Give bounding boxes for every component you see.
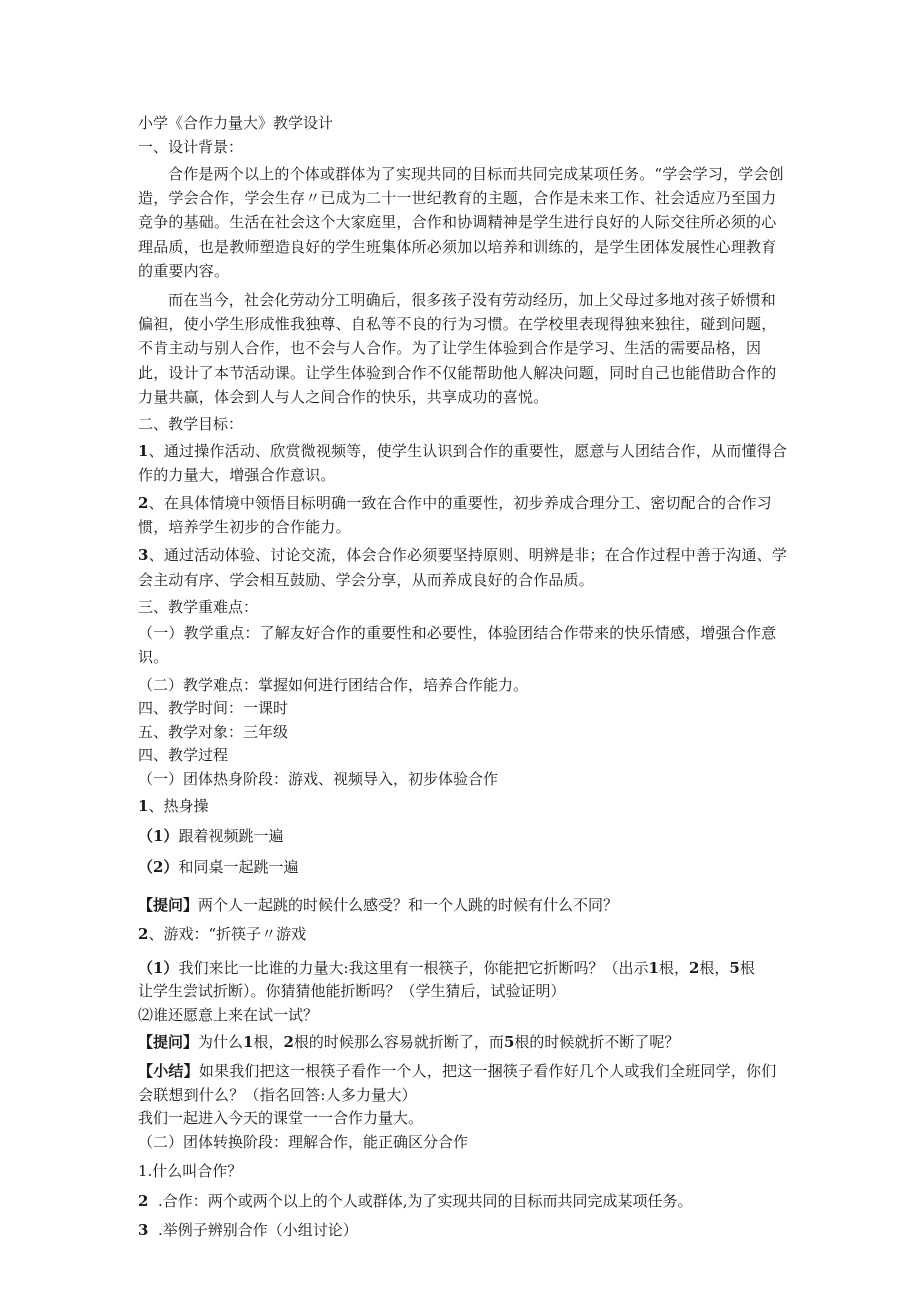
- goal-number: 1: [138, 441, 149, 460]
- summary-tag: 【小结】: [138, 1061, 199, 1080]
- step-number: （2）: [138, 858, 179, 877]
- goal-item-3: [138, 543, 788, 591]
- item-text: .举例子辨别合作（小组讨论）: [148, 1221, 358, 1240]
- count-number: 5: [729, 958, 740, 977]
- item-number: 3: [138, 1221, 149, 1240]
- count-number: 1: [648, 958, 659, 977]
- section-heading-key-points: 三、教学重难点：: [138, 597, 259, 616]
- count-number: 2: [283, 1033, 294, 1052]
- count-number: 2: [688, 958, 700, 977]
- goal-number: 2: [138, 493, 149, 512]
- lesson-intro: 我们一起进入今天的课堂一一合作力量大。: [138, 1109, 424, 1128]
- transition-item-1: 1.什么叫合作？: [138, 1162, 243, 1181]
- count-number: 1: [243, 1033, 254, 1052]
- item-text: .合作：两个或两个以上的个人或群体,为了实现共同的目标而共同完成某项任务。: [148, 1191, 693, 1210]
- section-heading-process: 四、教学过程: [138, 746, 229, 765]
- transition-item-2: [138, 1190, 788, 1214]
- key-point-focus: （一）教学重点：了解友好合作的重要性和必要性，体验团结合作带来的快乐情感，增强合作意识。: [138, 624, 777, 667]
- goal-number: 3: [138, 546, 149, 565]
- stage-1-heading: （一）团体热身阶段：游戏、视频导入，初步体验合作: [138, 769, 499, 788]
- step-text: 根，: [658, 958, 689, 977]
- transition-item-3: [138, 1219, 788, 1243]
- section-heading-background: 一、设计背景：: [138, 137, 244, 156]
- goal-item-1: [138, 439, 788, 487]
- goal-text: 、在具体情境中领悟目标明确一致在合作中的重要性，初步养成合理分工、密切配合的合作习惯，培养学生初步的合作能力。: [138, 493, 772, 537]
- teaching-time: 四、教学时间：一课时: [138, 699, 289, 718]
- document-body: [138, 112, 788, 1243]
- background-paragraph-1: 合作是两个以上的个体或群体为了实现共同的目标而共同完成某项任务。“学会学习，学会创造，学会合作，学会生存〃已成为二十一世纪教育的主题，合作是未来工作、社会适应乃至国力竞争的基础。生活在社会这个大家庭里，合作和协调精神是学生进行良好的人际交往所必须的心理品质，也是教师塑造良好的学生班集体所必须加以培养和训练的，是学生团体发展性心理教育的重要内容。: [138, 165, 784, 280]
- question-text: 为什么: [198, 1033, 244, 1052]
- question-text: 根的时候就折不断了呢？: [514, 1033, 680, 1052]
- question-2: [138, 1031, 788, 1055]
- stage-2-heading: （二）团体转换阶段：理解合作，能正确区分合作: [138, 1132, 469, 1151]
- key-point-difficulty: （二）教学难点：掌握如何进行团结合作，培养合作能力。: [138, 675, 529, 694]
- section-heading-goals: 二、教学目标：: [138, 415, 244, 434]
- game-step-2: ⑵谁还愿意上来在试一试？: [138, 1005, 319, 1024]
- question-tag: 【提问】: [138, 1033, 199, 1052]
- document-title: 小学《合作力量大》教学设计: [138, 114, 334, 132]
- step-text: 根: [739, 958, 755, 977]
- step-number: （1）: [138, 826, 179, 845]
- goal-text: 、通过操作活动、欣赏微视频等，使学生认识到合作的重要性，愿意与人团结合作，从而懂得合作的力量大，增强合作意识。: [138, 441, 788, 484]
- step-number: （1）: [138, 958, 179, 977]
- background-paragraph-2: 而在当今，社会化劳动分工明确后，很多孩子没有劳动经历，加上父母过多地对孩子娇惯和偏袒，使小学生形成惟我独尊、自私等不良的行为习惯。在学校里表现得独来独往，碰到问题，不肯主动与别人合作，也不会与人合作。为了让学生体验到合作是学习、生活的需要品格，因此，设计了本节活动课。让学生体验到合作不仅能帮助他人解决问题，同时自己也能借助合作的力量共赢，体会到人与人之间合作的快乐，共享成功的喜悦。: [138, 291, 777, 406]
- step-text: 和同桌一起跳一遍: [178, 858, 299, 877]
- item-text: 、游戏：“折筷子〃游戏: [148, 925, 307, 944]
- game-heading: [138, 923, 788, 947]
- game-step-1-continued: 让学生尝试折断）。你猜猜他能折断吗？（学生猜后，试验证明）: [138, 982, 566, 1001]
- question-1: [138, 894, 788, 918]
- warmup-step-1: [138, 825, 788, 849]
- question-tag: 【提问】: [138, 895, 199, 914]
- goal-item-2: [138, 491, 788, 539]
- count-number: 5: [503, 1033, 515, 1052]
- step-text: 根，: [699, 958, 730, 977]
- item-number: 1: [138, 797, 149, 816]
- game-step-1: [138, 957, 788, 981]
- question-text: 两个人一起跳的时候什么感受？和一个人跳的时候有什么不同？: [198, 895, 619, 914]
- question-text: 根的时候那么容易就折断了，而: [293, 1033, 504, 1052]
- warmup-heading: [138, 795, 788, 819]
- item-number: 2: [138, 1191, 149, 1210]
- question-text: 根，: [253, 1033, 284, 1052]
- step-text: 跟着视频跳一遍: [178, 826, 284, 845]
- item-text: 、热身操: [148, 797, 209, 816]
- goal-text: 、通过活动体验、讨论交流，体会合作必须要坚持原则、明辨是非；在合作过程中善于沟通、学会主动有序、学会相互鼓励、学会分享，从而养成良好的合作品质。: [138, 546, 788, 589]
- item-number: 2: [138, 925, 149, 944]
- step-text: 我们来比一比谁的力量大:我这里有一根筷子，你能把它折断吗？（出示: [178, 958, 649, 977]
- teaching-target: 五、教学对象：三年级: [138, 722, 289, 741]
- summary: [138, 1059, 788, 1107]
- summary-text: 如果我们把这一根筷子看作一个人，把这一捆筷子看作好几个人或我们全班同学，你们会联想到什么？（指名回答:人多力量大）: [138, 1061, 777, 1104]
- warmup-step-2: [138, 856, 788, 880]
